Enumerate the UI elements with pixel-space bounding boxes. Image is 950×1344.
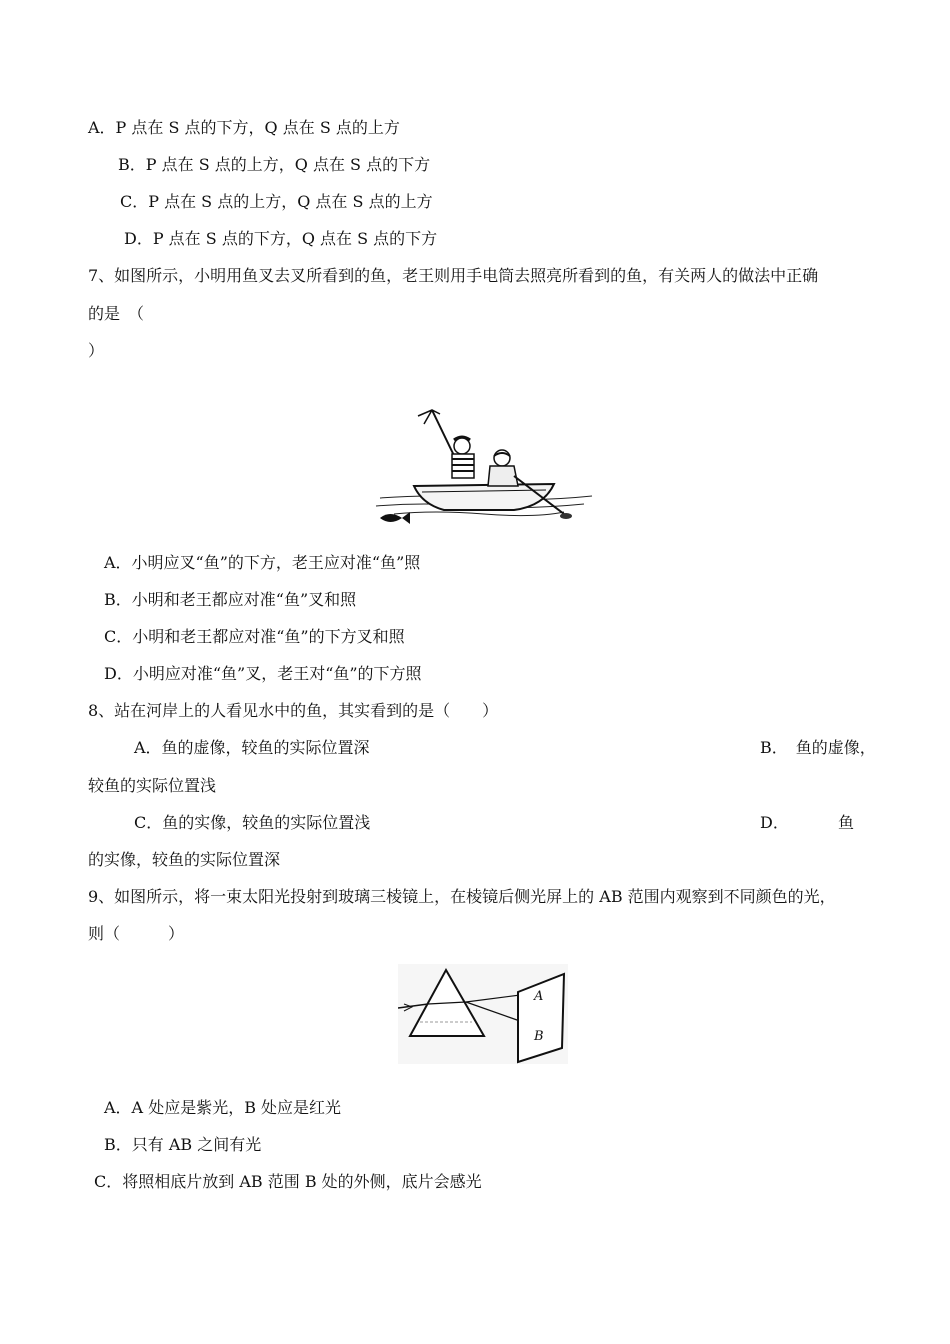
- q6-option-c: C．P 点在 S 点的上方，Q 点在 S 点的上方: [120, 192, 433, 211]
- q8-option-d-label: D．: [760, 813, 789, 832]
- q6-option-d: D．P 点在 S 点的下方，Q 点在 S 点的下方: [124, 229, 438, 248]
- prism-dispersion-diagram: [398, 964, 568, 1064]
- q7-stem-line3: ）: [88, 341, 105, 360]
- q7-option-b: B．小明和老王都应对准“鱼”叉和照: [104, 590, 357, 609]
- q6-option-a: A．P 点在 S 点的下方，Q 点在 S 点的上方: [88, 118, 400, 137]
- boat-fishing-illustration: [374, 406, 596, 530]
- screen-label-a: A: [534, 989, 544, 1004]
- q8-option-a: A．鱼的虚像，较鱼的实际位置深: [134, 738, 370, 757]
- q9-stem-line2: 则（ ）: [88, 924, 185, 943]
- q8-option-d-part2: 的实像，较鱼的实际位置深: [88, 850, 281, 869]
- q9-option-a: A．A 处应是紫光，B 处应是红光: [104, 1098, 342, 1117]
- screen-label-b: B: [534, 1029, 544, 1044]
- q7-stem-line2: 的是 （: [88, 304, 145, 323]
- q8-option-c: C．鱼的实像，较鱼的实际位置浅: [134, 813, 371, 832]
- q7-option-d: D．小明应对准“鱼”叉，老王对“鱼”的下方照: [104, 664, 422, 683]
- q7-option-a: A．小明应叉“鱼”的下方，老王应对准“鱼”照: [104, 553, 421, 572]
- q6-option-b: B．P 点在 S 点的上方，Q 点在 S 点的下方: [118, 155, 431, 174]
- q7-stem-line1: 7、如图所示，小明用鱼叉去叉所看到的鱼，老王则用手电筒去照亮所看到的鱼，有关两人的做法中正确: [88, 266, 819, 285]
- q9-option-b: B．只有 AB 之间有光: [104, 1135, 262, 1154]
- q8-option-b-part1: B． 鱼的虚像，: [760, 738, 876, 757]
- q7-option-c: C．小明和老王都应对准“鱼”的下方叉和照: [104, 627, 405, 646]
- q8-option-b-part2: 较鱼的实际位置浅: [88, 776, 217, 795]
- q9-stem-line1: 9、如图所示，将一束太阳光投射到玻璃三棱镜上，在棱镜后侧光屏上的 AB 范围内观察到不同颜色的光，: [88, 887, 836, 906]
- q8-stem: 8、站在河岸上的人看见水中的鱼，其实看到的是（ ）: [88, 701, 499, 720]
- q9-option-c: C．将照相底片放到 AB 范围 B 处的外侧，底片会感光: [94, 1172, 482, 1191]
- q8-option-d-part1: 鱼: [838, 813, 855, 832]
